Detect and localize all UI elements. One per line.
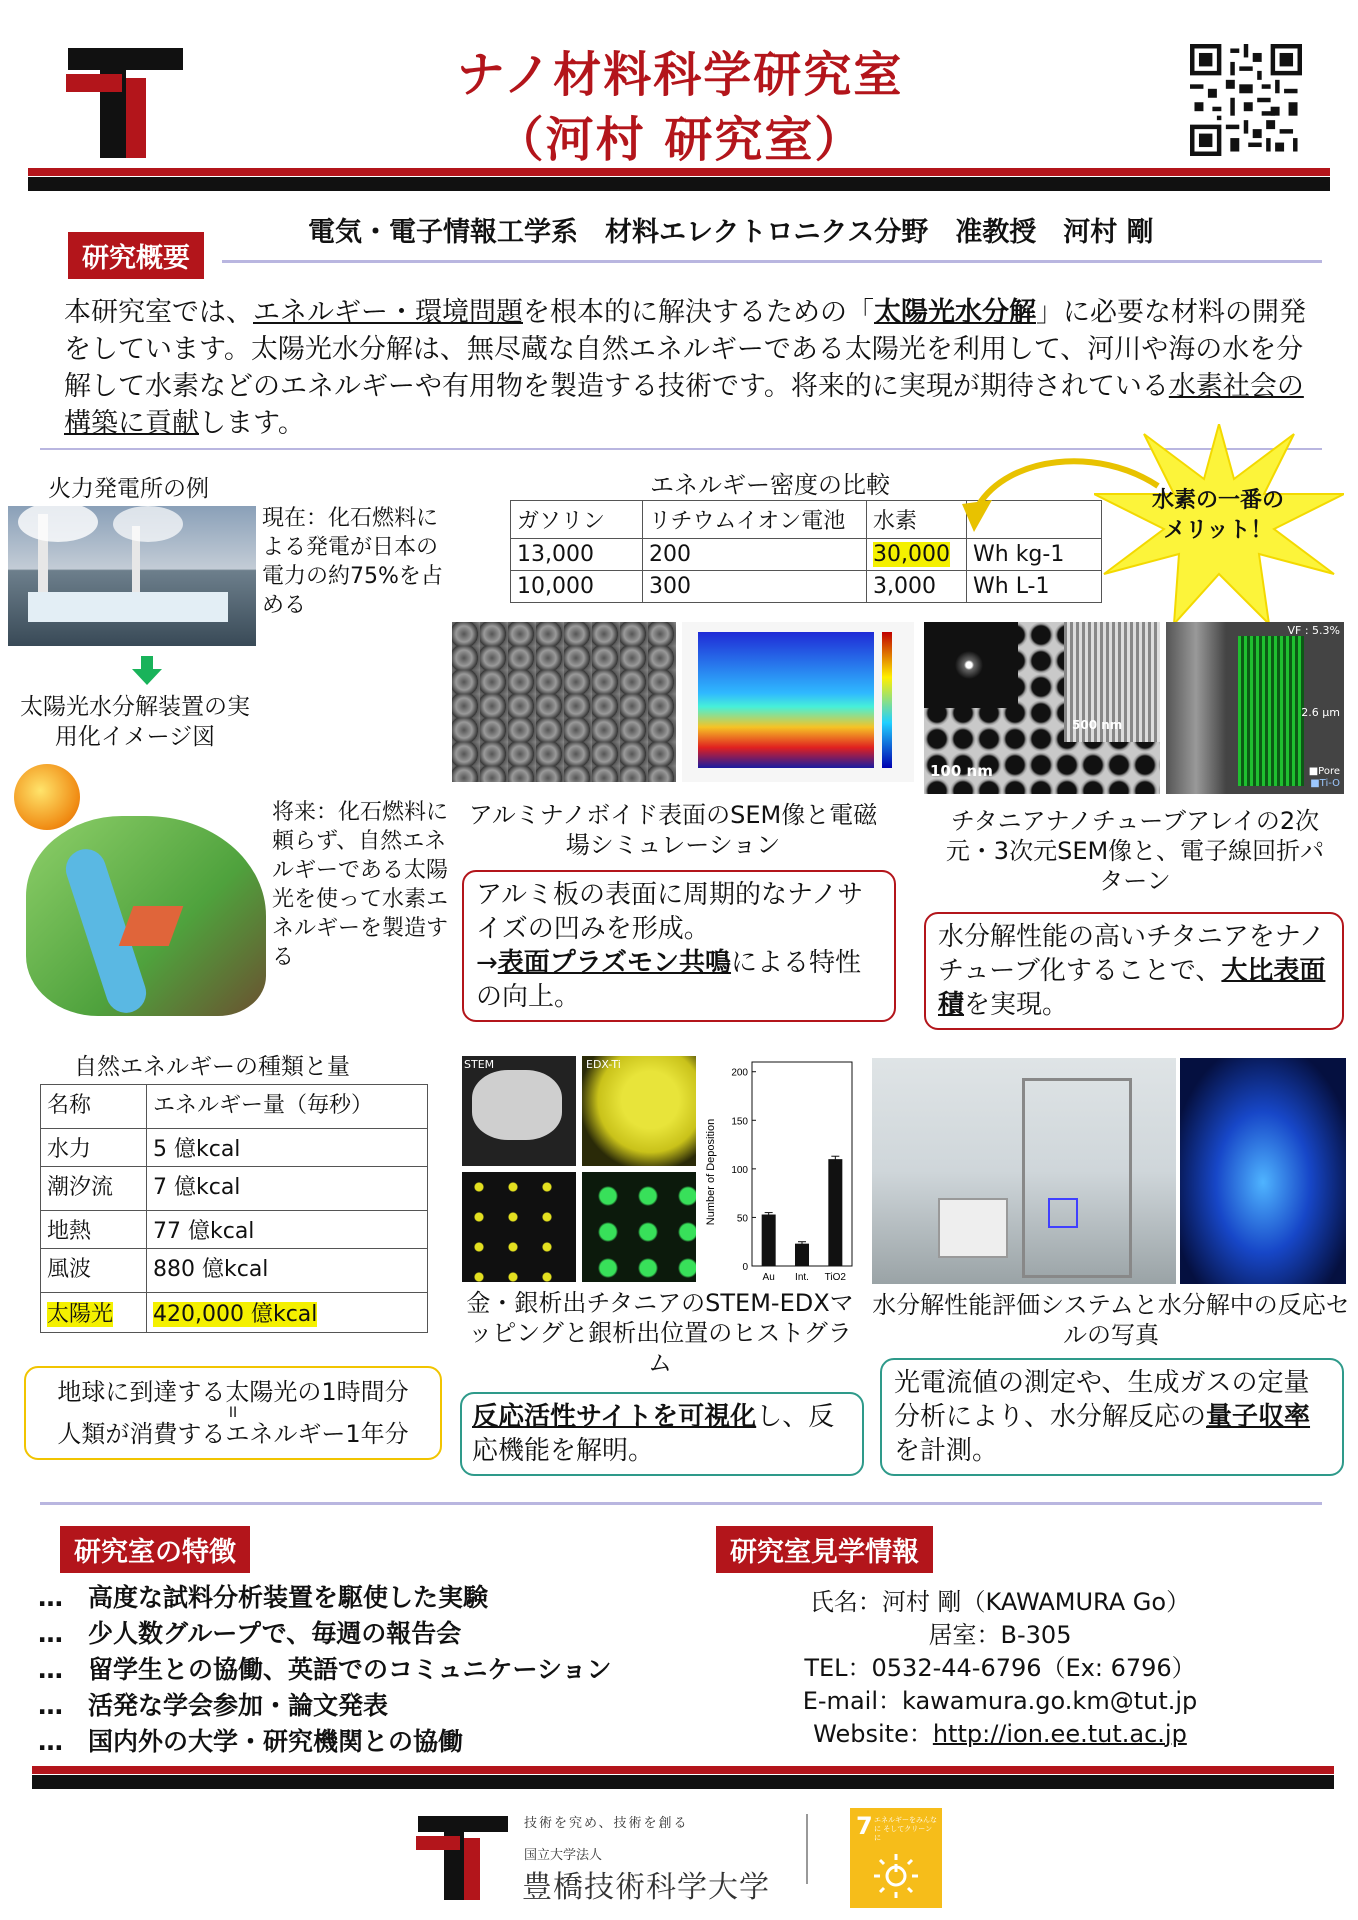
header-rule-red — [28, 168, 1330, 176]
features-list — [38, 1580, 612, 1760]
em-field-simulation — [682, 622, 914, 782]
keyword-plasmon: 表面プラズモン共鳴 — [497, 948, 732, 978]
keyword-quantum-yield: 量子収率 — [1206, 1402, 1311, 1432]
highlighted-value: 30,000 — [873, 542, 950, 567]
sun-power-icon — [874, 1854, 918, 1898]
solar-image-text: 将来：化石燃料に頼らず、自然エネルギーである太陽光を使って水素エネルギーを製造する — [272, 800, 449, 970]
titania-caption: チタニアナノチューブアレイの2次元・3次元SEM像と、電子線回折パターン — [945, 807, 1325, 895]
edx-au-map — [462, 1172, 576, 1282]
table-row: 潮汐流 7 億kcal — [41, 1167, 428, 1211]
natural-energy-title: 自然エネルギーの種類と量 — [74, 1054, 350, 1080]
legend-pore: ■Pore — [1308, 766, 1340, 777]
y-tick-label: 150 — [731, 1116, 748, 1128]
qr-code-icon[interactable] — [1190, 44, 1302, 156]
alumina-box: アルミ板の表面に周期的なナノサイズの凹みを形成。 →表面プラズモン共鳴による特性の向上。 — [462, 870, 896, 1022]
keyword-hydrogen-society: 水素社会の構築に貢献 — [64, 371, 1304, 439]
sdg-badge: 7 エネルギーをみんなに そしてクリーンに — [850, 1808, 942, 1908]
y-tick-label: 50 — [736, 1213, 748, 1225]
thermal-plant-photo — [8, 506, 256, 646]
y-tick-label: 200 — [731, 1067, 748, 1079]
table-row: 太陽光 420,000 億kcal — [41, 1293, 428, 1333]
scale-bar-100nm: 100 nm — [930, 762, 993, 780]
titania-sem-2d-image — [924, 622, 1160, 794]
keyword-active-site: 反応活性サイトを可視化 — [472, 1402, 757, 1432]
list-item: … 留学生との協働、英語でのコミュニケーション — [38, 1655, 612, 1684]
stem-image: STEM — [462, 1056, 576, 1166]
alumina-sem-image — [452, 622, 676, 782]
sunlight-comparison-box: 地球に到達する太陽光の1時間分 II 人類が消費するエネルギー1年分 — [24, 1366, 442, 1460]
titania-box: 水分解性能の高いチタニアをナノチューブ化することで、大比表面積を実現。 — [924, 912, 1344, 1030]
visit-info: 氏名：河村 剛（KAWAMURA Go） 居室：B-305 TEL：0532-44-6796（Ex: 6796） E-mail：kawamura.go.km@tut.jp Website：http://ion.ee.tut.ac.jp — [720, 1586, 1280, 1751]
list-item: … 少人数グループで、毎週の報告会 — [38, 1619, 462, 1648]
overview-tag: 研究概要 — [68, 232, 204, 279]
contact-email[interactable]: E-mail：kawamura.go.km@tut.jp — [802, 1687, 1198, 1715]
histogram-bar — [795, 1244, 809, 1266]
keyword-solar-water-splitting: 太陽光水分解 — [874, 297, 1036, 328]
thermal-text: 現在：化石燃料による発電が日本の電力の約75%を占める — [262, 506, 443, 618]
footer-corp: 国立大学法人 — [524, 1848, 603, 1863]
contact-name: 氏名：河村 剛（KAWAMURA Go） — [809, 1588, 1191, 1616]
overview-paragraph: 本研究室では、エネルギー・環境問題を根本的に解決するための「太陽光水分解」に必要な材料の開発をしています。太陽光水分解は、無尽蔵な自然エネルギーである太陽光を利用して、河川や海の水を分解して水素などのエネルギーや有用物を製造する技術です。将来的に実現が期待されている水素社会の構築に貢献します。 — [64, 297, 1306, 439]
evaluation-system-photo — [872, 1058, 1176, 1284]
histogram-bar — [828, 1159, 842, 1266]
y-tick-label: 0 — [742, 1262, 748, 1273]
table-row: 風波 880 億kcal — [41, 1249, 428, 1293]
energy-density-title: エネルギー密度の比較 — [650, 471, 890, 499]
university-logo — [68, 48, 188, 158]
thermal-heading: 火力発電所の例 — [48, 476, 209, 502]
x-tick-label: TiO2 — [824, 1272, 846, 1283]
reaction-cell-photo — [1180, 1058, 1346, 1284]
middle-rule — [40, 1502, 1322, 1505]
overview-rule — [222, 260, 1322, 263]
vf-label: VF : 5.3% — [1287, 624, 1340, 637]
alumina-caption: アルミナノボイド表面のSEM像と電磁場シミュレーション — [468, 801, 878, 859]
header-rule-black — [28, 177, 1330, 191]
titania-3d-image — [1166, 622, 1344, 794]
table-row: 13,000 200 30,000 Wh kg-1 — [511, 539, 1102, 571]
footer-motto: 技術を究め、技術を創る — [524, 1816, 689, 1831]
list-item: … 高度な試料分析装置を駆使した実験 — [38, 1583, 489, 1612]
down-arrow-icon — [132, 656, 162, 686]
list-item: … 活発な学会参加・論文発表 — [38, 1691, 389, 1720]
footer-divider — [806, 1814, 808, 1884]
edx-ag-map — [582, 1172, 696, 1282]
stem-caption: 金・銀析出チタニアのSTEM-EDXマッピングと銀析出位置のヒストグラム — [466, 1289, 854, 1377]
visit-tag: 研究室見学情報 — [716, 1526, 933, 1573]
system-box: 光電流値の測定や、生成ガスの定量分析により、水分解反応の量子収率を計測。 — [880, 1358, 1344, 1476]
list-item: … 国内外の大学・研究機関との協働 — [38, 1727, 464, 1756]
solar-concept-illustration — [6, 756, 268, 1018]
website-link[interactable]: http://ion.ee.tut.ac.jp — [932, 1720, 1187, 1748]
x-tick-label: Int. — [795, 1272, 809, 1283]
x-tick-label: Au — [762, 1272, 775, 1283]
table-row: 10,000 300 3,000 Wh L-1 — [511, 571, 1102, 603]
natural-energy-table — [40, 1084, 428, 1333]
y-tick-label: 100 — [731, 1164, 748, 1176]
solar-image-heading: 太陽光水分解装置の実用化イメージ図 — [20, 694, 250, 750]
footer-logo — [418, 1816, 518, 1900]
affiliation: 電気・電子情報工学系 材料エレクトロニクス分野 准教授 河村 剛 — [308, 217, 1154, 248]
features-tag: 研究室の特徴 — [60, 1526, 250, 1573]
legend-tio: ■Ti-O — [1310, 778, 1340, 789]
table-row: ガソリン リチウムイオン電池 水素 — [511, 501, 1102, 539]
footer-university-name: 豊橋技術科学大学 — [522, 1870, 770, 1905]
keyword-energy-environment: エネルギー・環境問題 — [253, 297, 523, 328]
height-label: 2.6 μm — [1301, 706, 1340, 719]
contact-tel: TEL：0532-44-6796（Ex: 6796） — [804, 1654, 1196, 1682]
table-row: 水力 5 億kcal — [41, 1129, 428, 1167]
hydrogen-merit-text: 水素の一番のメリット！ — [1151, 488, 1284, 543]
stem-box: 反応活性サイトを可視化し、反応機能を解明。 — [460, 1392, 864, 1476]
page-title: ナノ材料科学研究室 （河村 研究室） — [456, 47, 904, 168]
system-caption: 水分解性能評価システムと水分解中の反応セルの写真 — [872, 1291, 1350, 1349]
keyword-specific-surface: 大比表面積 — [938, 956, 1326, 1020]
deposition-histogram — [700, 1052, 860, 1292]
table-row: 名称 エネルギー量（毎秒） — [41, 1085, 428, 1129]
edx-ti-map: EDX-Ti — [582, 1056, 696, 1166]
histogram-bar — [762, 1215, 776, 1266]
histogram-ylabel: Number of Deposition — [705, 1118, 717, 1226]
contact-room: 居室：B-305 — [928, 1621, 1072, 1649]
scale-bar-500nm: 500 nm — [1072, 718, 1123, 732]
footer-rule-red — [32, 1766, 1334, 1774]
table-row: 地熱 77 億kcal — [41, 1211, 428, 1249]
footer-rule-black — [32, 1775, 1334, 1789]
